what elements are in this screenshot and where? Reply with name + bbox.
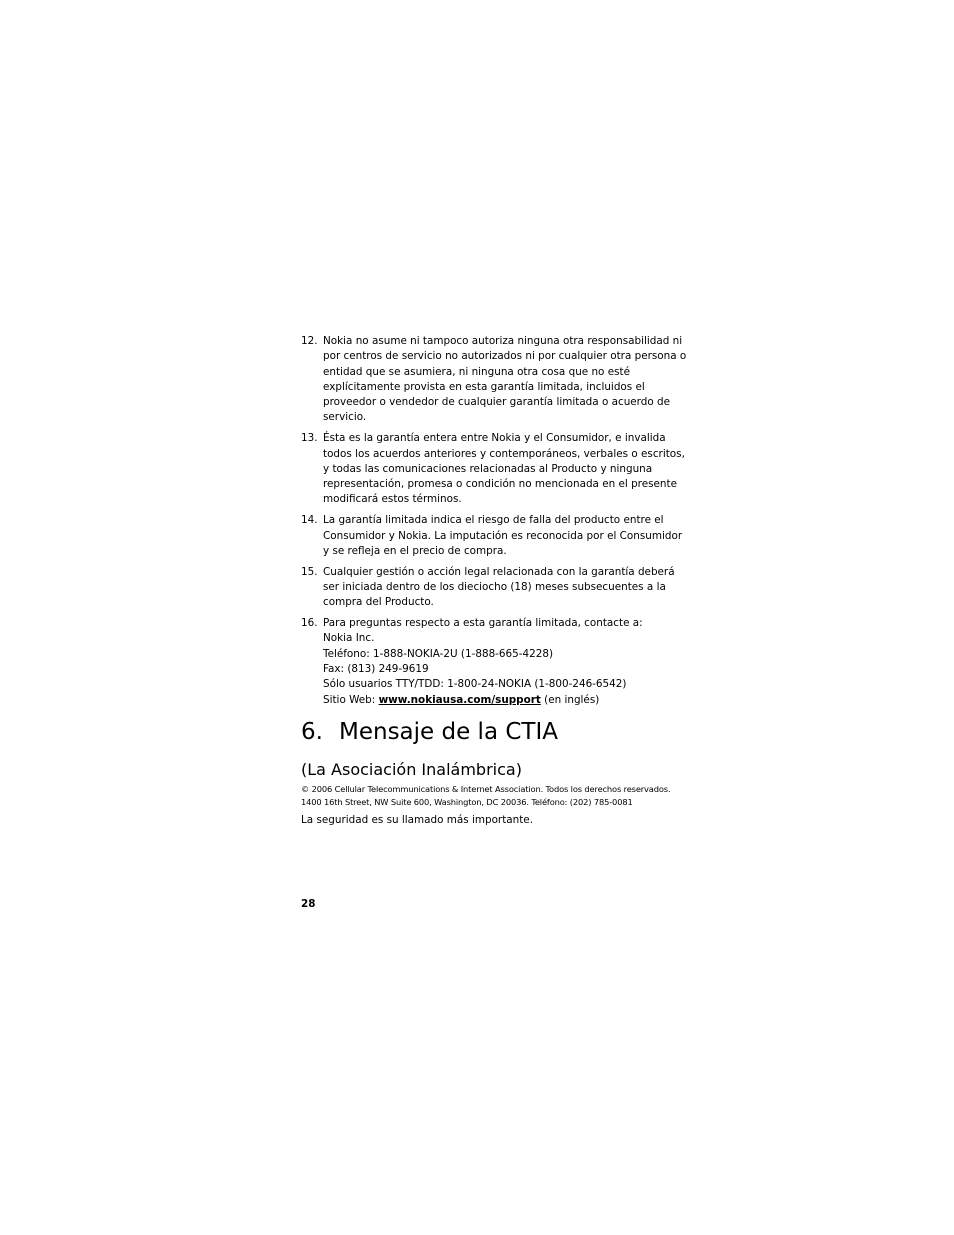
- contact-fax: Fax: (813) 249-9619: [323, 662, 429, 675]
- list-item-line: explícitamente provista en esta garantía limitada, incluidos el: [323, 380, 645, 393]
- list-item-text: [323, 513, 683, 559]
- list-item-line: compra del Producto.: [323, 596, 434, 609]
- list-item-line: Consumidor y Nokia. La imputación es reconocida por el Consumidor: [323, 529, 683, 542]
- list-item-line: por centros de servicio no autorizados ni por cualquier otra persona o: [323, 350, 687, 363]
- list-item-number: 14.: [301, 514, 318, 527]
- contact-company: Nokia Inc.: [323, 632, 375, 645]
- list-item-line: ser iniciada dentro de los dieciocho (18) meses subsecuentes a la: [323, 580, 666, 593]
- list-item: [301, 513, 683, 559]
- list-item-number: 15.: [301, 565, 318, 578]
- copyright-line: © 2006 Cellular Telecommunications & Internet Association. Todos los derechos reservados.: [301, 783, 671, 794]
- list-item-line: representación, promesa o condición no mencionada en el presente: [323, 478, 677, 491]
- website-suffix: (en inglés): [544, 693, 600, 706]
- section-heading: [301, 718, 671, 746]
- copyright-notice: [301, 783, 671, 810]
- warranty-list: [301, 334, 687, 611]
- contact-item: [301, 616, 671, 708]
- list-item: [301, 431, 685, 507]
- website-label: Sitio Web:: [323, 693, 376, 706]
- list-item-line: y todas las comunicaciones relacionadas al Producto y ninguna: [323, 462, 653, 475]
- list-item-text: [323, 431, 685, 507]
- list-item-text: [323, 565, 675, 611]
- list-item-line: La garantía limitada indica el riesgo de falla del producto entre el: [323, 514, 664, 527]
- contact-item-body: [323, 616, 671, 708]
- list-item-line: proveedor o vendedor de cualquier garantía limitada o acuerdo de: [323, 396, 671, 409]
- list-item-number: 13.: [301, 432, 318, 445]
- list-item-number: 12.: [301, 335, 318, 347]
- page-content: [301, 334, 687, 828]
- address-line: 1400 16th Street, NW Suite 600, Washington, DC 20036. Teléfono: (202) 785-0081: [301, 797, 633, 808]
- list-item-text: [323, 334, 687, 426]
- list-item-line: servicio.: [323, 411, 367, 424]
- contact-tty: Sólo usuarios TTY/TDD: 1-800-24-NOKIA (1-800-246-6542): [323, 678, 627, 691]
- list-item-line: Ésta es la garantía entera entre Nokia y el Consumidor, e invalida: [323, 432, 666, 445]
- support-website-link[interactable]: www.nokiausa.com/support: [378, 693, 541, 706]
- section-title: Mensaje de la CTIA: [339, 718, 558, 745]
- list-item-number: 16.: [301, 617, 318, 630]
- section-subtitle: (La Asociación Inalámbrica): [301, 759, 522, 779]
- list-item-line: Cualquier gestión o acción legal relacionada con la garantía deberá: [323, 565, 675, 578]
- section-number: 6.: [301, 718, 323, 745]
- list-item-line: y se refleja en el precio de compra.: [323, 544, 507, 557]
- safety-tagline: La seguridad es su llamado más importante.: [301, 813, 533, 826]
- page-number: 28: [301, 898, 316, 910]
- list-item: [301, 565, 675, 611]
- contact-phone: Teléfono: 1-888-NOKIA-2U (1-888-665-4228): [323, 647, 554, 660]
- list-item: [301, 334, 687, 426]
- list-item-line: todos los acuerdos anteriores y contemporáneos, verbales o escritos,: [323, 447, 685, 460]
- contact-line: Para preguntas respecto a esta garantía limitada, contacte a:: [323, 617, 643, 630]
- list-item-line: modificará estos términos.: [323, 493, 462, 506]
- list-item-line: Nokia no asume ni tampoco autoriza ninguna otra responsabilidad ni: [323, 335, 683, 347]
- contact-website: [323, 693, 671, 708]
- list-item-line: entidad que se asumiera, ni ninguna otra cosa que no esté: [323, 365, 630, 378]
